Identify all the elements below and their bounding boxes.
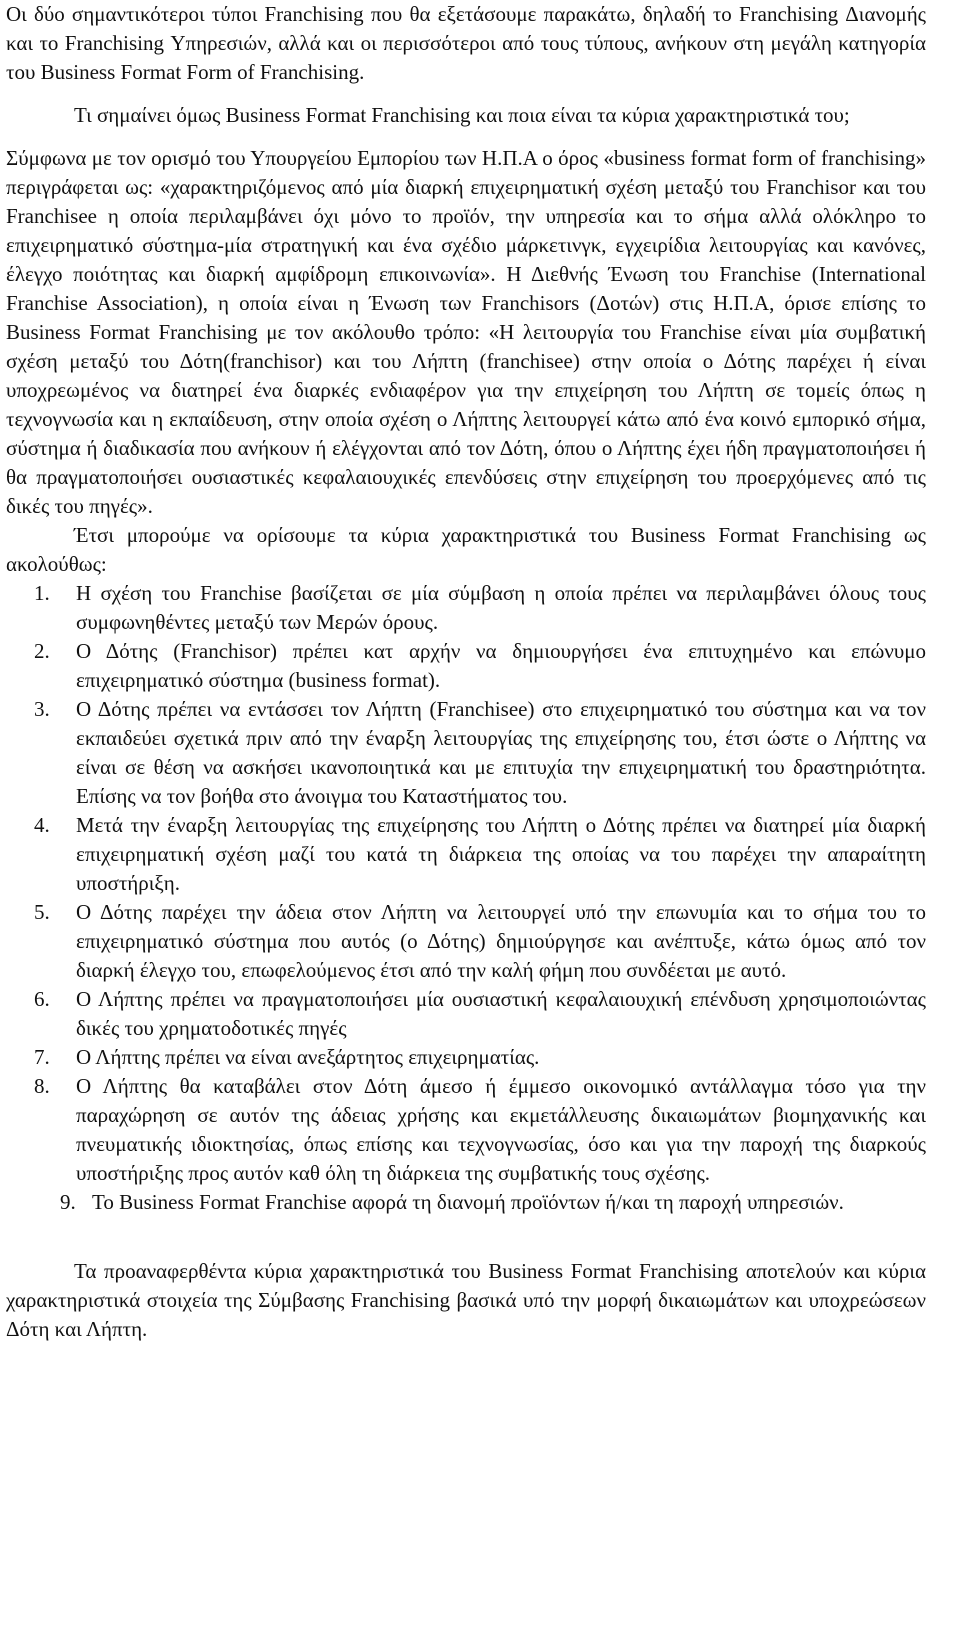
list-item	[6, 811, 926, 898]
characteristics-list	[6, 579, 926, 1217]
list-item-number: 8.	[34, 1074, 50, 1098]
list-item-text: Ο Δότης παρέχει την άδεια στον Λήπτη να λειτουργεί υπό την επωνυμία και το σήμα του το επιχειρηματικό σύστημα που αυτός (ο Δότης) δημιούργησε και ανέπτυξε, κάτω όμως από τον διαρκή έλεγχο του, επωφελούμενος έτσι από την καλή φήμη που συνδέεται με αυτό.	[76, 900, 926, 982]
definition-paragraph: Σύμφωνα με τον ορισμό του Υπουργείου Εμπορίου των Η.Π.Α ο όρος «business format form of franchising» περιγράφεται ως: «χαρακτηριζόμενος από μία διαρκή επιχειρηματική σχέση μεταξύ του Franchisor και του Franchisee η οποία περιλαμβάνει όχι μόνο το προϊόν, την υπηρεσία και το σήμα αλλά ολόκληρο το επιχειρηματικό σύστημα-μία στρατηγική και ένα σχέδιο μάρκετινγκ, εγχειρίδια λειτουργίας και κανόνες, έλεγχο ποιότητας και διαρκή αμφίδρομη επικοινωνία». Η Διεθνής Ένωση του Franchise (International Franchise Association), η οποία είναι η Ένωση των Franchisors (Δοτών) στις Η.Π.Α, όρισε επίσης το Business Format Franchising με τον ακόλουθο τρόπο: «Η λειτουργία του Franchise είναι μία συμβατική σχέση μεταξύ του Δότη(franchisor) και του Λήπτη (franchisee) στην οποία ο Δότης παρέχει ή είναι υποχρεωμένος να διατηρεί ένα διαρκές ενδιαφέρον για την επιχείρηση του Λήπτη σε τομείς όπως η τεχνογνωσία και η εκπαίδευση, στην οποία σχέση ο Λήπτης λειτουργεί κάτω από ένα κοινό εμπορικό σήμα, σύστημα ή διαδικασία που ανήκουν ή ελέγχονται από τον Δότη, όπου ο Λήπτης έχει ήδη πραγματοποιήσει ή θα πραγματοποιήσει ουσιαστικές κεφαλαιουχικές επενδύσεις στην επιχείρηση του προερχόμενες από τις δικές του πηγές».	[6, 146, 926, 518]
list-item-number: 1.	[34, 581, 50, 605]
conclusion-paragraph: Τα προαναφερθέντα κύρια χαρακτηριστικά του Business Format Franchising αποτελούν και κύρια χαρακτηριστικά στοιχεία της Σύμβασης Franchising βασικά υπό την μορφή δικαιωμάτων και υποχρεώσεων Δότη και Λήπτη.	[6, 1259, 926, 1341]
list-item-text: Ο Δότης πρέπει να εντάσσει τον Λήπτη (Franchisee) στο επιχειρηματικό του σύστημα και να τον εκπαιδεύει σχετικά πριν από την έναρξη λειτουργίας της επιχείρησης του, έτσι ώστε ο Λήπτης να είναι σε θέση να ασκήσει ικανοποιητικά και με επιτυχία την επιχειρηματική του δραστηριότητα. Επίσης να τον βοήθα στο άνοιγμα του Καταστήματος του.	[76, 697, 926, 808]
list-intro-paragraph: Έτσι μπορούμε να ορίσουμε τα κύρια χαρακτηριστικά του Business Format Franchising ως ακολούθως:	[6, 523, 926, 576]
list-item-number: 5.	[34, 900, 50, 924]
list-item	[6, 1043, 926, 1072]
list-item-text: Η σχέση του Franchise βασίζεται σε μία σύμβαση η οποία πρέπει να περιλαμβάνει όλους τους συμφωνηθέντες μεταξύ των Μερών όρους.	[76, 581, 926, 634]
list-item	[6, 637, 926, 695]
list-item-text: Ο Δότης (Franchisor) πρέπει κατ αρχήν να δημιουργήσει ένα επιτυχημένο και επώνυμο επιχειρηματικό σύστημα (business format).	[76, 639, 926, 692]
list-item	[6, 985, 926, 1043]
list-item-text: Ο Λήπτης πρέπει να είναι ανεξάρτητος επιχειρηματίας.	[76, 1045, 540, 1069]
list-item-number: 3.	[34, 697, 50, 721]
list-item-number: 7.	[34, 1045, 50, 1069]
list-item-number: 2.	[34, 639, 50, 663]
list-item-number: 9.	[60, 1190, 76, 1214]
list-item-number: 4.	[34, 813, 50, 837]
list-item-number: 6.	[34, 987, 50, 1011]
list-item-text: Ο Λήπτης πρέπει να πραγματοποιήσει μία ουσιαστική κεφαλαιουχική επένδυση χρησιμοποιώντας δικές του χρηματοδοτικές πηγές	[76, 987, 926, 1040]
list-item-text: Μετά την έναρξη λειτουργίας της επιχείρησης του Λήπτη ο Δότης πρέπει να διατηρεί μία διαρκή επιχειρηματική σχέση μαζί του κατά τη διάρκεια της οποίας να του παρέχει την απαραίτητη υποστήριξη.	[76, 813, 926, 895]
question-paragraph: Τι σημαίνει όμως Business Format Franchising και ποια είναι τα κύρια χαρακτηριστικά του;	[74, 103, 850, 127]
document-page	[6, 0, 926, 1344]
list-item	[6, 579, 926, 637]
intro-paragraph: Οι δύο σημαντικότεροι τύποι Franchising που θα εξετάσουμε παρακάτω, δηλαδή το Franchising Διανομής και το Franchising Υπηρεσιών, αλλά και οι περισσότεροι από τους τύπους, ανήκουν στη μεγάλη κατηγορία του Business Format Form of Franchising.	[6, 2, 926, 84]
list-item-text: Το Business Format Franchise αφορά τη διανομή προϊόντων ή/και τη παροχή υπηρεσιών.	[92, 1190, 844, 1214]
list-item	[6, 695, 926, 811]
list-item-text: Ο Λήπτης θα καταβάλει στον Δότη άμεσο ή έμμεσο οικονομικό αντάλλαγμα τόσο για την παραχώρηση σε αυτόν της άδειας χρήσης και εκμετάλλευσης δικαιωμάτων βιομηχανικής και πνευματικής ιδιοκτησίας, όπως επίσης και τεχνογνωσίας, όσο και για την παροχή της διαρκούς υποστήριξης προς αυτόν καθ όλη τη διάρκεια της συμβατικής τους σχέσης.	[76, 1074, 926, 1185]
list-item	[6, 898, 926, 985]
list-item	[6, 1072, 926, 1188]
list-item	[6, 1188, 926, 1217]
